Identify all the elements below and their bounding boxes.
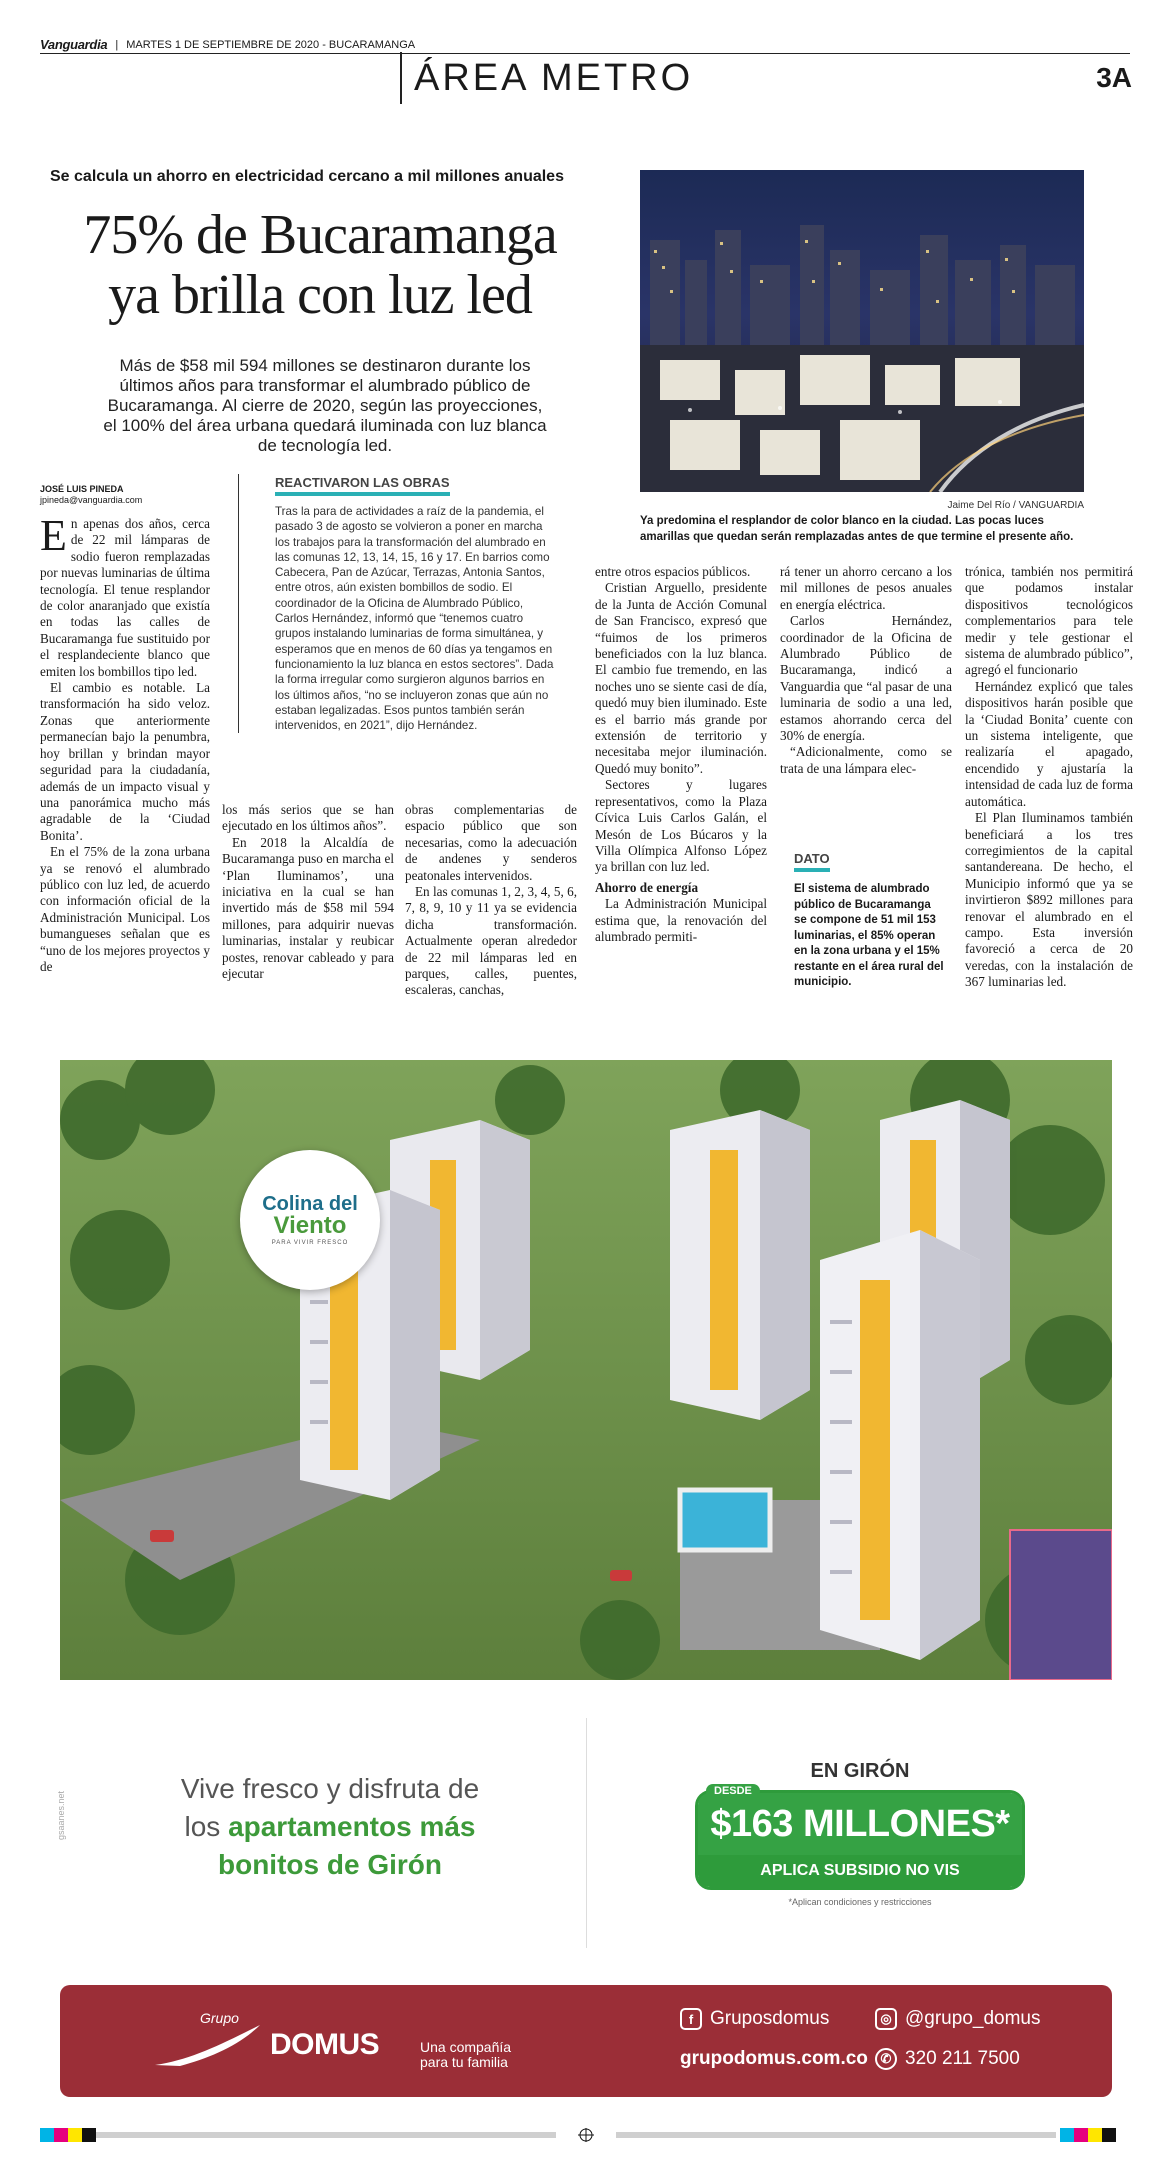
phone-number: 320 211 7500 xyxy=(905,2048,1020,2069)
whatsapp-icon: ✆ xyxy=(875,2048,897,2070)
column-5-paragraph-2: Carlos Hernández, coordinador de la Oficina de Alumbrado Público de Bucaramanga, indicó a Vanguardia que “al pasar de una luminaria de sodio a una led, estamos ahorrando cerca del 30% de energía. xyxy=(780,613,952,744)
author-name: JOSÉ LUIS PINEDA xyxy=(40,484,124,494)
website-link[interactable] xyxy=(680,2048,868,2070)
photo-credit: Jaime Del Río / VANGUARDIA xyxy=(947,500,1084,511)
headline-line-2: ya brilla con luz led xyxy=(108,264,532,326)
article-column-1 xyxy=(40,511,210,975)
color-registration-bar xyxy=(40,2128,1132,2142)
ad-vertical-credit: gsaanes.net xyxy=(56,1790,66,1840)
logo-line-2: Viento xyxy=(273,1212,347,1239)
column-1-paragraph-1-text: n apenas dos años, cerca de 22 mil lámparas de sodio fueron remplazadas por nuevas luminarias de última tecnología. El tenue resplandor de color anaranjado que existía en todas las calles de Bucaramanga fue sustituido por el resplandeciente blanco que emiten los bombillos tipo led. xyxy=(40,516,210,679)
column-2-paragraph-1: los más serios que se han ejecutado en los últimos años”. xyxy=(222,802,394,834)
column-2-paragraph-2: En 2018 la Alcaldía de Bucaramanga puso en marcha el ‘Plan Iluminamos’, una iniciativa en la cual se han invertido más de $58 mil 594 millones, para adquirir nuevas luminarias, instalar y reubicar postes, renovar cableado y para ejecutar xyxy=(222,834,394,982)
facebook-handle: Gruposdomus xyxy=(710,2008,830,2029)
article-column-2 xyxy=(222,802,394,982)
article-deck: Más de $58 mil 594 millones se destinaron durante los últimos años para transformar el alumbrado público de Bucaramanga. Al cierre de 2020, según las proyecciones, el 100% del área urbana quedará iluminada con luz blanca de tecnología led. xyxy=(103,356,547,455)
column-4-paragraph-4: La Administración Municipal estima que, la renovación del alumbrado permiti- xyxy=(595,896,767,944)
subsidio-label: APLICA SUBSIDIO NO VIS xyxy=(698,1855,1022,1887)
desde-badge: DESDE xyxy=(706,1784,760,1798)
print-color-bar xyxy=(40,2128,1132,2142)
article-column-3 xyxy=(405,802,577,999)
article-column-6 xyxy=(965,564,1133,991)
column-4-paragraph-2: Cristian Arguello, presidente de la Junta de Acción Comunal de San Francisco, expresó que “fuimos de los primeros beneficiados con la luz blanca. El cambio fue tremendo, en las noches uno se siente casi de día, quedó muy bien iluminado. Este es el barrio más grande por extensión de territorio y necesitaba mejor iluminación. Quedó muy bonito”. xyxy=(595,580,767,776)
ad-location: EN GIRÓN xyxy=(810,1760,910,1782)
column-3-paragraph-2: En las comunas 1, 2, 3, 4, 5, 6, 7, 8, 9, 10 y 11 ya se evidencia dicha transformación. Actualmente operan alrededor de 22 mil lámparas led en parques, calles, puentes, escaleras, canchas, xyxy=(405,884,577,998)
price-label: $163 MILLONES* xyxy=(698,1793,1022,1855)
instagram-icon: ◎ xyxy=(875,2008,897,2030)
instagram-handle: @grupo_domus xyxy=(905,2008,1041,2029)
page-number: 3A xyxy=(1096,62,1132,93)
column-6-paragraph-1: trónica, también nos permitirá que podamos instalar dispositivos tecnológicos complementarios para tele medir y tele gestionar el sistema de alumbrado público”, agregó el funcionario xyxy=(965,564,1133,678)
sidebar-body: Tras la para de actividades a raíz de la pandemia, el pasado 3 de agosto se volvieron a poner en marcha los trabajos para la transformación del alumbrado en las comunas 12, 13, 14, 15, 16 y 17. En barrios como Cabecera, Pan de Azúcar, Terrazas, Antonia Santos, entre otros, aún existen bombillos de sodio. El coordinador de la Oficina de Alumbrado Público, Carlos Hernández, informó que “tenemos cuatro grupos instalando luminarias de forma simultánea, y esperamos que en menos de 60 días ya tengamos en funcionamiento la luz blanca en estos sectores”. Dada la forma irregular como surgieron algunos barrios en los últimos años, “no se incluyeron zonas que aún no estaban legalizadas. Esos puntos también serán intervenidos, en 2021”, dijo Hernández. xyxy=(275,505,554,733)
photo-caption: Ya predomina el resplandor de color blanco en la ciudad. Las pocas luces amarillas que quedan serán remplazadas antes de que termine el presente año. xyxy=(640,515,1074,543)
logo-slogan: PARA VIVIR FRESCO xyxy=(271,1240,349,1246)
city-night-photo xyxy=(640,170,1084,492)
column-5-paragraph-1: rá tener un ahorro cercano a los mil millones de pesos anuales en energía eléctrica. xyxy=(780,564,952,612)
data-box-body: El sistema de alumbrado público de Bucaramanga se compone de 51 mil 153 luminarias, el 85% operan en la zona urbana y el 15% restante en el área rural del municipio. xyxy=(794,883,944,988)
author-email: jpineda@vanguardia.com xyxy=(40,495,143,505)
apartment-rendering xyxy=(60,1060,1112,1680)
apartment-complex-illustration xyxy=(60,1060,1112,1680)
ad-divider xyxy=(586,1718,587,1948)
column-3-paragraph-1: obras complementarias de espacio público que son necesarias, como la adecuación de andenes y senderos peatonales intervenidos. xyxy=(405,802,577,883)
column-6-paragraph-3: El Plan Iluminamos también beneficiará a los tres corregimientos de la capital santandereana. De hecho, el Municipio informó que ya se invirtieron $892 millones para renovar el alumbrado en el campo. Esta inversión favoreció a cerca de 20 veredas, con la instalación de 367 luminarias led. xyxy=(965,810,1133,990)
masthead-separator: | xyxy=(115,38,119,51)
dateline: MARTES 1 DE SEPTIEMBRE DE 2020 - BUCARAMANGA xyxy=(126,38,416,51)
ad-conditions: *Aplican condiciones y restricciones xyxy=(788,1897,932,1907)
domus-swoosh-icon xyxy=(150,2020,270,2070)
ad-slogan-line-2a: los xyxy=(184,1811,229,1842)
column-1-paragraph-1 xyxy=(40,511,210,680)
column-4-paragraph-1: entre otros espacios públicos. xyxy=(595,564,751,579)
column-5-paragraph-3: “Adicionalmente, como se trata de una lámpara elec- xyxy=(780,744,952,776)
drop-cap: E xyxy=(40,511,67,560)
ad-slogan-line-2b: apartamentos más xyxy=(228,1811,476,1842)
section-title: ÁREA METRO xyxy=(400,52,693,104)
data-box-title: DATO xyxy=(794,851,830,872)
website-url: grupodomus.com.co xyxy=(680,2048,868,2069)
column-1-paragraph-2: El cambio es notable. La transformación ha sido veloz. Zonas que anteriormente permanecían bajo la penumbra, hoy brillan y brindan mayor seguridad para la ciudadanía, además de un impacto visual y una panorámica mucho más agradable de la ‘Ciudad Bonita’. xyxy=(40,680,210,843)
city-night-illustration xyxy=(640,170,1084,492)
byline xyxy=(40,484,230,506)
domus-logo-text: DOMUS xyxy=(270,2028,380,2061)
sidebar-title: REACTIVARON LAS OBRAS xyxy=(275,475,450,496)
article-column-4 xyxy=(595,564,767,945)
phone-contact[interactable] xyxy=(875,2048,1020,2070)
grupo-label: Grupo xyxy=(200,2010,239,2026)
data-box xyxy=(794,850,944,991)
column-1-paragraph-3: En el 75% de la zona urbana ya se renovó el alumbrado público con luz led, de acuerdo con información oficial de la Administración Municipal. Los bumangueses señalan que es “uno de los mejores proyectos y de xyxy=(40,844,210,974)
newspaper-brand: Vanguardia xyxy=(40,37,108,52)
facebook-contact[interactable] xyxy=(680,2008,829,2030)
ad-slogan-line-2 xyxy=(120,1808,540,1846)
colina-del-viento-logo xyxy=(240,1150,380,1290)
article-kicker: Se calcula un ahorro en electricidad cercano a mil millones anuales xyxy=(50,168,564,185)
logo-line-1: Colina del xyxy=(262,1193,358,1215)
article-headline xyxy=(40,205,600,325)
headline-line-1: 75% de Bucaramanga xyxy=(83,204,557,266)
ad-slogan-line-3: bonitos de Girón xyxy=(218,1849,442,1880)
domus-tagline: Una compañía para tu familia xyxy=(420,2039,512,2070)
ad-slogan xyxy=(120,1770,540,1884)
sidebar-box xyxy=(238,474,558,733)
column-6-paragraph-2: Hernández explicó que tales dispositivos harán posible que la ‘Ciudad Bonita’ cuente con un sistema inteligente, que realizaría el apagado, encendido y ajustaría la intensidad de cada luz de forma automática. xyxy=(965,678,1133,809)
instagram-contact[interactable] xyxy=(875,2008,1040,2030)
article-column-5 xyxy=(780,564,952,777)
ad-slogan-line-1: Vive fresco y disfruta de xyxy=(180,1773,480,1804)
column-4-subhead: Ahorro de energía xyxy=(595,879,699,895)
column-4-paragraph-3: Sectores y lugares representativos, como la Plaza Cívica Luis Carlos Galán, el Mesón de Los Búcaros y la Villa Olímpica Alfonso López ya brillan con luz led. xyxy=(595,777,767,875)
facebook-icon: f xyxy=(680,2008,702,2030)
